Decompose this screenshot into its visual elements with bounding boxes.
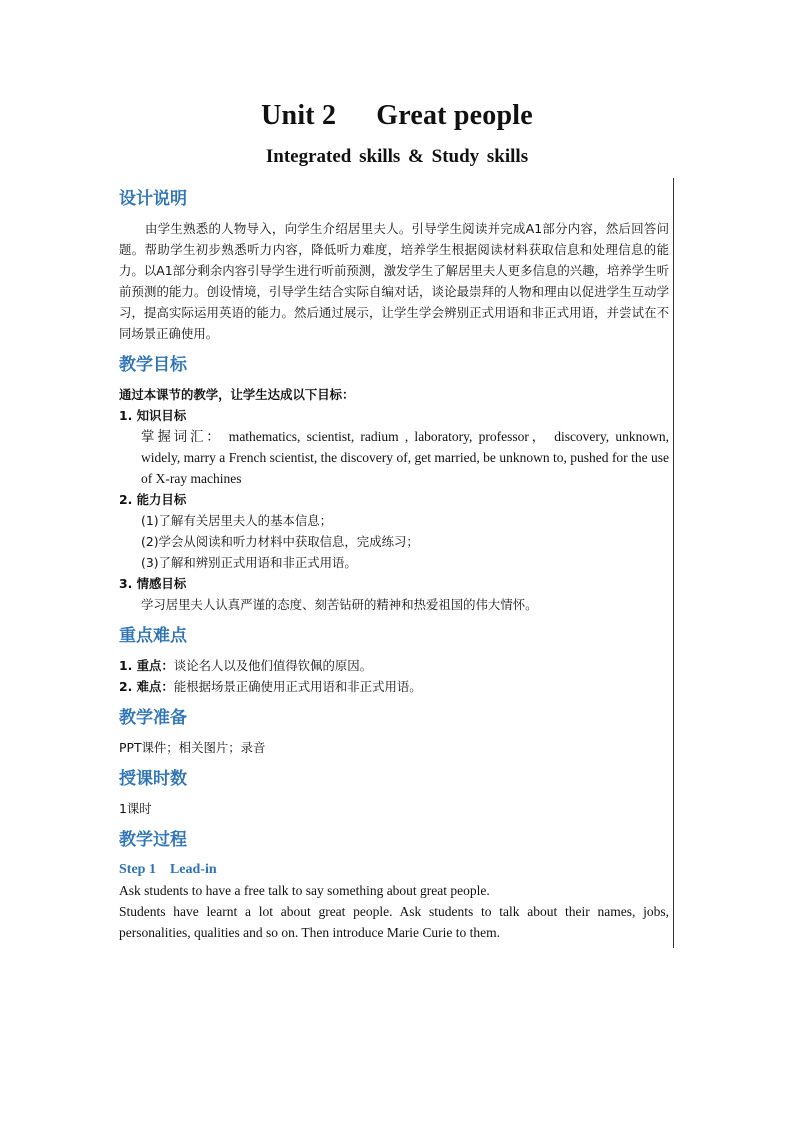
margin-rule [673,178,674,948]
knowledge-title: 1. 知识目标 [119,408,187,423]
key-point-line [119,655,669,676]
goals-intro: 通过本课节的教学，让学生达成以下目标： [119,387,355,402]
difficulty-text: 能根据场景正确使用正式用语和非正式用语。 [173,679,422,694]
difficulty-line [119,676,669,697]
section-heading-hours: 授课时数 [119,769,187,789]
key-point-label: 1. 重点： [119,658,174,673]
ability-item: (3)了解和辨别正式用语和非正式用语。 [141,555,357,570]
title-unit: Unit 2 [261,100,337,131]
section-heading-prep: 教学准备 [119,708,187,728]
design-paragraph: 由学生熟悉的人物导入，向学生介绍居里夫人。引导学生阅读并完成A1部分内容，然后回答问题。帮助学生初步熟悉听力内容，降低听力难度，培养学生根据阅读材料获取信息和处理信息的能力。以A1部分剩余内容引导学生进行听前预测，激发学生了解居里夫人更多信息的兴趣，培养学生听前预测的能力。创设情境，引导学生结合实际自编对话，谈论最崇拜的人物和理由以促进学生互动学习，提高实际运用英语的能力。然后通过展示，让学生学会辨别正式用语和非正式用语，并尝试在不同场景正确使用。 [119,221,669,341]
step-label: Step 1 [119,862,156,877]
process-line: Ask students to have a free talk to say something about great people. [119,883,490,898]
page-subtitle: Integrated skills & Study skills [265,146,529,167]
ability-title: 2. 能力目标 [119,492,187,507]
knowledge-body: 掌握词汇： mathematics, scientist, radium , laboratory, professor， discovery, unknown, widely, marry a French scientist, the discovery of, get married, be unknown to, pushed for the use of X-ray machines [141,429,669,486]
section-heading-goals: 教学目标 [119,355,187,375]
section-goals [119,352,669,615]
hours-body: 1课时 [119,801,152,816]
ability-item: (2)学会从阅读和听力材料中获取信息，完成练习； [141,534,419,549]
title-name: Great people [376,100,533,131]
emotion-body: 学习居里夫人认真严谨的态度、刻苦钻研的精神和热爱祖国的伟大情怀。 [141,597,538,612]
prep-body: PPT课件；相关图片；录音 [119,740,266,755]
section-key-points [119,623,669,697]
section-design [119,186,669,344]
emotion-title: 3. 情感目标 [119,576,187,591]
section-hours [119,766,669,819]
section-process [119,827,669,943]
process-line: Students have learnt a lot about great people. Ask students to talk about their names, jobs, personalities, qualities and so on. Then introduce Marie Curie to them. [119,904,669,940]
section-prep [119,705,669,758]
step-name: Lead-in [169,862,217,877]
section-heading-design: 设计说明 [119,189,187,209]
step-heading [119,859,669,880]
page-title [0,100,794,132]
section-heading-key-points: 重点难点 [119,626,187,646]
key-point-text: 谈论名人以及他们值得钦佩的原因。 [173,658,373,673]
content-area [119,186,669,951]
ability-item: (1)了解有关居里夫人的基本信息； [141,513,333,528]
section-heading-process: 教学过程 [119,830,187,850]
difficulty-label: 2. 难点： [119,679,174,694]
